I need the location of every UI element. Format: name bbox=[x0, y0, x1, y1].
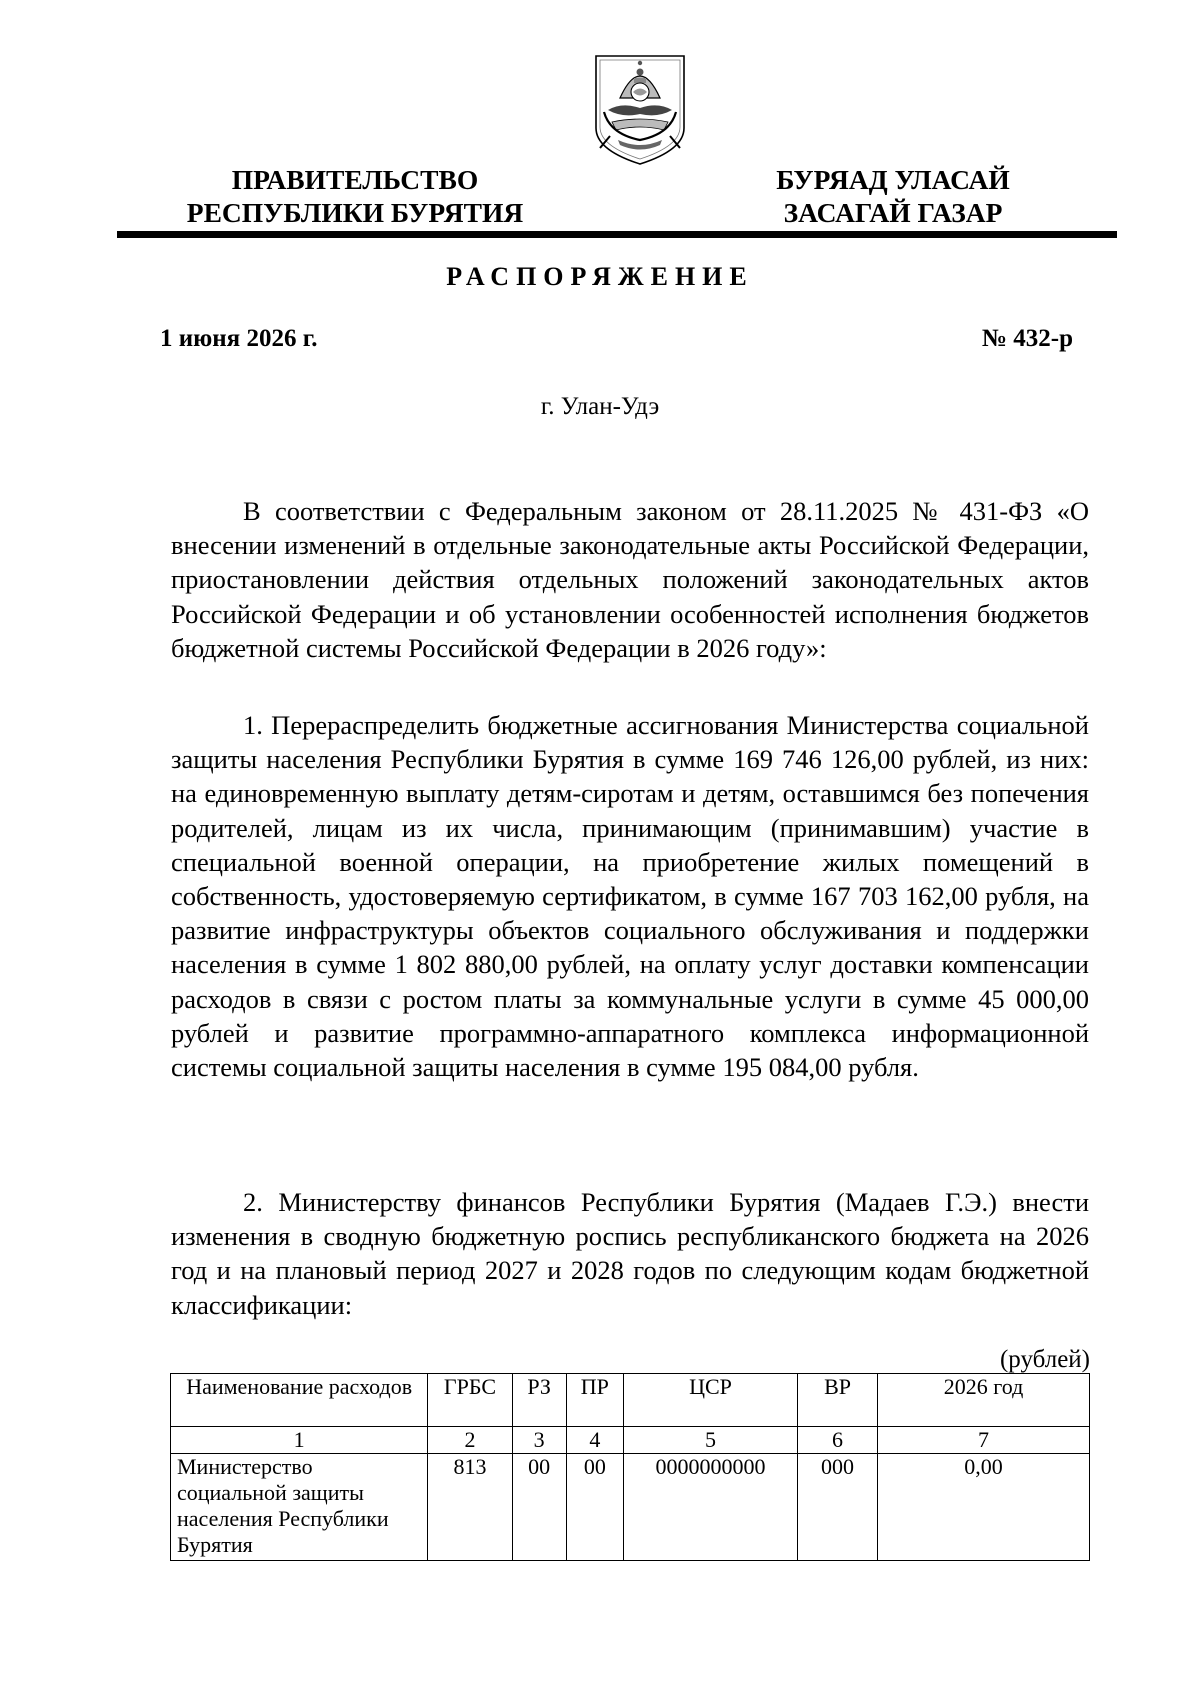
column-number-cell: 6 bbox=[798, 1427, 878, 1454]
header-cell-pr: ПР bbox=[566, 1374, 623, 1427]
header-cell-year: 2026 год bbox=[878, 1374, 1090, 1427]
government-name-buryat bbox=[758, 163, 1028, 229]
cell-csr: 0000000000 bbox=[623, 1454, 797, 1561]
column-number-cell: 4 bbox=[566, 1427, 623, 1454]
table-header-row bbox=[171, 1374, 1090, 1427]
header-cell-rz: РЗ bbox=[512, 1374, 566, 1427]
government-name-russian bbox=[170, 163, 540, 229]
cell-pr: 00 bbox=[566, 1454, 623, 1561]
header-cell-vr: ВР bbox=[798, 1374, 878, 1427]
government-name-line-1: ПРАВИТЕЛЬСТВО bbox=[231, 164, 479, 195]
coat-of-arms-icon bbox=[590, 50, 690, 168]
document-city: г. Улан-Удэ bbox=[540, 393, 660, 420]
government-name-line-2: РЕСПУБЛИКИ БУРЯТИЯ bbox=[186, 197, 524, 228]
cell-grbs: 813 bbox=[428, 1454, 512, 1561]
header-cell-expense-name: Наименование расходов bbox=[171, 1374, 428, 1427]
column-number-cell: 5 bbox=[623, 1427, 797, 1454]
budget-table bbox=[170, 1373, 1090, 1561]
document-number: № 432-р bbox=[981, 325, 1073, 352]
government-name-buryat-line-1: БУРЯАД УЛАСАЙ bbox=[776, 164, 1010, 195]
column-number-cell: 1 bbox=[171, 1427, 428, 1454]
column-number-cell: 2 bbox=[428, 1427, 512, 1454]
cell-amount: 0,00 bbox=[878, 1454, 1090, 1561]
column-number-cell: 7 bbox=[878, 1427, 1090, 1454]
cell-vr: 000 bbox=[798, 1454, 878, 1561]
header-divider bbox=[117, 231, 1117, 238]
cell-expense-name: Министерство социальной защиты населения Республики Бурятия bbox=[171, 1454, 428, 1561]
column-number-row bbox=[171, 1427, 1090, 1454]
header-cell-csr: ЦСР bbox=[623, 1374, 797, 1427]
government-name-buryat-line-2: ЗАСАГАЙ ГАЗАР bbox=[783, 197, 1003, 228]
clause-2-paragraph: 2. Министерству финансов Республики Бурятия (Мадаев Г.Э.) внести изменения в сводную бюджетную роспись республиканского бюджета на 2026 год и на плановый период 2027 и 2028 годов по следующим кодам бюджетной классификации: bbox=[171, 1187, 1089, 1320]
document-date: 1 июня 2026 г. bbox=[160, 325, 318, 352]
header-cell-grbs: ГРБС bbox=[428, 1374, 512, 1427]
document-type-title: РАСПОРЯЖЕНИЕ bbox=[446, 262, 754, 291]
clause-1-paragraph: 1. Перераспределить бюджетные ассигнования Министерства социальной защиты населения Республики Бурятия в сумме 169 746 126,00 рублей, из них: на единовременную выплату детям-сиротам и детям, оставшимся без попечения родителей, лицам из их числа, принимающим (принимавшим) участие в специальной военной операции, на приобретение жилых помещений в собственность, удостоверяемую сертификатом, в сумме 167 703 162,00 рубля, на развитие инфраструктуры объектов социального обслуживания и поддержки населения в сумме 1 802 880,00 рублей, на оплату услуг доставки компенсации расходов в связи с ростом платы за коммунальные услуги в сумме 45 000,00 рублей и развитие программно-аппаратного комплекса информационной системы социальной защиты населения в сумме 195 084,00 рубля. bbox=[171, 710, 1089, 1083]
column-number-cell: 3 bbox=[512, 1427, 566, 1454]
table-row bbox=[171, 1454, 1090, 1561]
intro-paragraph: В соответствии с Федеральным законом от 28.11.2025 № 431-ФЗ «О внесении изменений в отдельные законодательные акты Российской Федерации, приостановлении действия отдельных положений законодательных актов Российской Федерации и об установлении особенностей исполнения бюджетов бюджетной системы Российской Федерации в 2026 году»: bbox=[171, 496, 1089, 663]
table-units: (рублей) bbox=[999, 1346, 1090, 1373]
cell-rz: 00 bbox=[512, 1454, 566, 1561]
